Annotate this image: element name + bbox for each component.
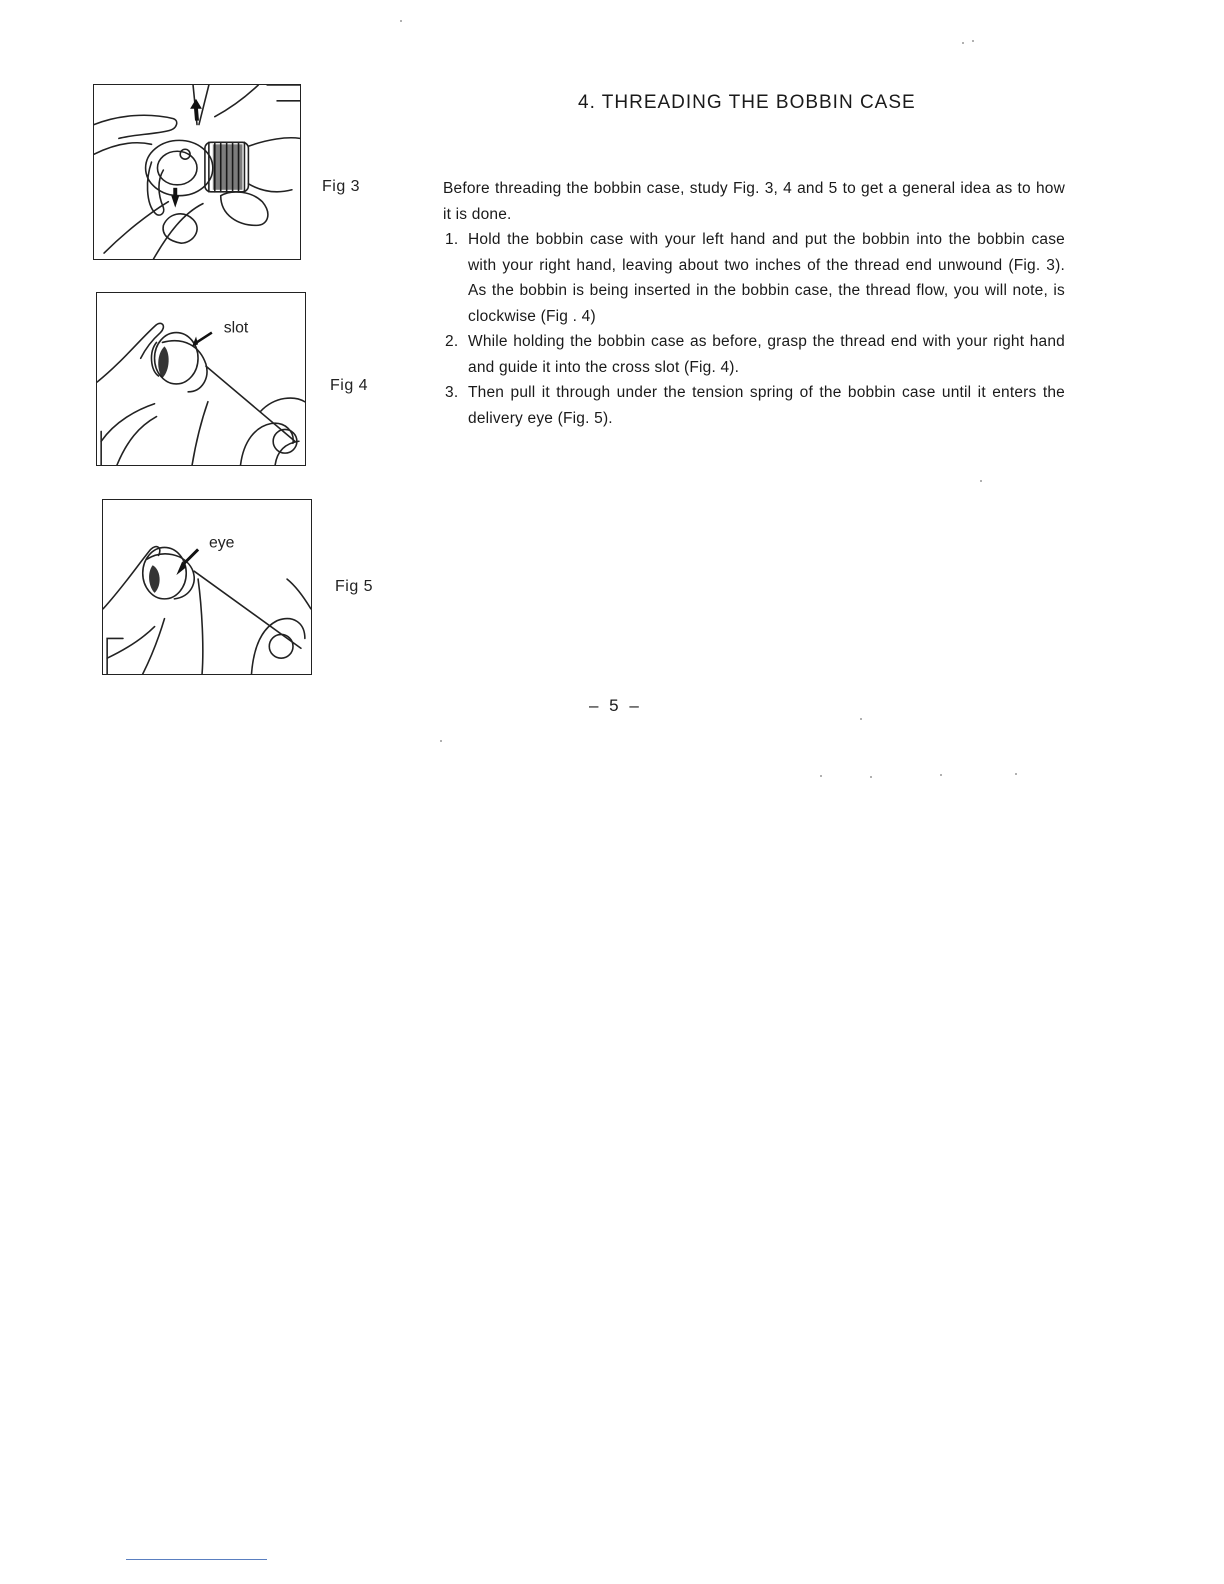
instructions-body bbox=[443, 176, 1065, 431]
step-number: 1. bbox=[445, 231, 459, 248]
eye-callout: eye bbox=[208, 534, 235, 552]
slot-callout: slot bbox=[223, 319, 249, 337]
step-number: 3. bbox=[445, 384, 459, 401]
intro-paragraph: Before threading the bobbin case, study Fig. 3, 4 and 5 to get a general idea as to how it is done. bbox=[443, 180, 1065, 223]
fig5-illustration bbox=[102, 499, 312, 675]
steps-list bbox=[443, 227, 1065, 431]
fig3-caption: Fig 3 bbox=[322, 178, 361, 195]
step-number: 2. bbox=[445, 333, 459, 350]
bobbin-insert-drawing bbox=[94, 85, 300, 259]
scan-speck bbox=[870, 776, 872, 778]
delivery-eye-drawing bbox=[103, 500, 311, 674]
cross-slot-drawing bbox=[97, 293, 305, 465]
scan-speck bbox=[962, 42, 964, 44]
scan-speck bbox=[860, 718, 862, 720]
scan-speck bbox=[820, 775, 822, 777]
scan-speck bbox=[1015, 773, 1017, 775]
scan-speck bbox=[940, 774, 942, 776]
scan-speck bbox=[440, 740, 442, 742]
scan-speck bbox=[972, 40, 974, 42]
step-item bbox=[443, 329, 1065, 380]
fig5-caption: Fig 5 bbox=[335, 578, 374, 595]
step-text: While holding the bobbin case as before, grasp the thread end with your right hand and guide it into the cross slot (Fig. 4). bbox=[468, 333, 1065, 376]
footer-rule bbox=[126, 1559, 267, 1560]
step-item bbox=[443, 380, 1065, 431]
fig3-illustration bbox=[93, 84, 301, 260]
scan-speck bbox=[980, 480, 982, 482]
scan-speck bbox=[400, 20, 402, 22]
step-text: Then pull it through under the tension spring of the bobbin case until it enters the delivery eye (Fig. 5). bbox=[468, 384, 1065, 427]
step-item bbox=[443, 227, 1065, 329]
fig4-illustration bbox=[96, 292, 306, 466]
fig4-caption: Fig 4 bbox=[330, 377, 369, 394]
step-text: Hold the bobbin case with your left hand and put the bobbin into the bobbin case with your right hand, leaving about two inches of the thread end unwound (Fig. 3). As the bobbin is being inserted in the bobbin case, the thread flow, you will note, is clockwise (Fig . 4) bbox=[468, 231, 1065, 325]
page-number: – 5 – bbox=[589, 696, 642, 715]
section-heading: 4. THREADING THE BOBBIN CASE bbox=[578, 92, 916, 113]
